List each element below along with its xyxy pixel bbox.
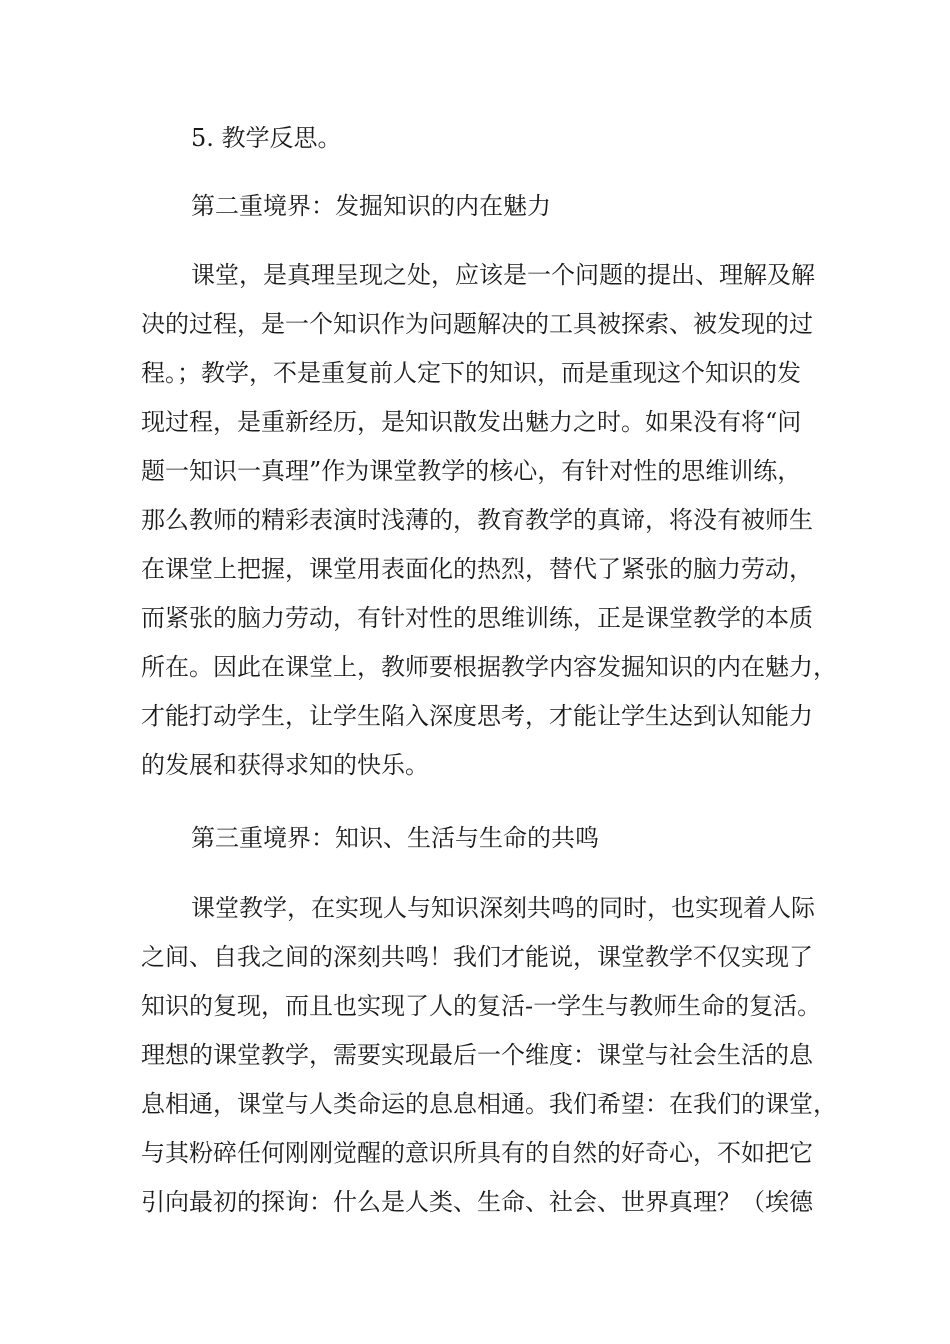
- section2-line: 所在。因此在课堂上，教师要根据教学内容发掘知识的内在魅力，: [141, 653, 837, 681]
- section2-line: 而紧张的脑力劳动，有针对性的思维训练，正是课堂教学的本质: [141, 604, 813, 632]
- reflection-heading: 5. 教学反思。: [191, 124, 342, 152]
- section3-title: 第三重境界：知识、生活与生命的共鸣: [191, 824, 599, 852]
- section3-line: 引向最初的探询：什么是人类、生命、社会、世界真理？（埃德: [141, 1188, 813, 1216]
- section3-line: 与其粉碎任何刚刚觉醒的意识所具有的自然的好奇心，不如把它: [141, 1139, 813, 1167]
- section2-title: 第二重境界：发掘知识的内在魅力: [191, 192, 551, 220]
- section2-line: 现过程，是重新经历，是知识散发出魅力之时。如果没有将“问: [141, 408, 802, 436]
- section3-line: 课堂教学，在实现人与知识深刻共鸣的同时，也实现着人际: [191, 894, 815, 922]
- section2-line: 课堂，是真理呈现之处，应该是一个问题的提出、理解及解: [191, 261, 815, 289]
- section3-line: 息相通，课堂与人类命运的息息相通。我们希望：在我们的课堂，: [141, 1090, 837, 1118]
- section2-line: 才能打动学生，让学生陷入深度思考，才能让学生达到认知能力: [141, 702, 813, 730]
- section2-line: 程。；教学，不是重复前人定下的知识，而是重现这个知识的发: [141, 359, 801, 387]
- section2-line: 题一知识一真理”作为课堂教学的核心，有针对性的思维训练，: [141, 457, 802, 485]
- section2-line: 在课堂上把握，课堂用表面化的热烈，替代了紧张的脑力劳动，: [141, 555, 813, 583]
- section2-line: 的发展和获得求知的快乐。: [141, 751, 429, 779]
- section2-line: 那么教师的精彩表演时浅薄的，教育教学的真谛，将没有被师生: [141, 506, 813, 534]
- section2-line: 决的过程，是一个知识作为问题解决的工具被探索、被发现的过: [141, 310, 813, 338]
- section3-line: 知识的复现，而且也实现了人的复活-一学生与教师生命的复活。: [141, 992, 822, 1020]
- section3-line: 理想的课堂教学，需要实现最后一个维度：课堂与社会生活的息: [141, 1041, 813, 1069]
- section3-line: 之间、自我之间的深刻共鸣！我们才能说，课堂教学不仅实现了: [141, 943, 813, 971]
